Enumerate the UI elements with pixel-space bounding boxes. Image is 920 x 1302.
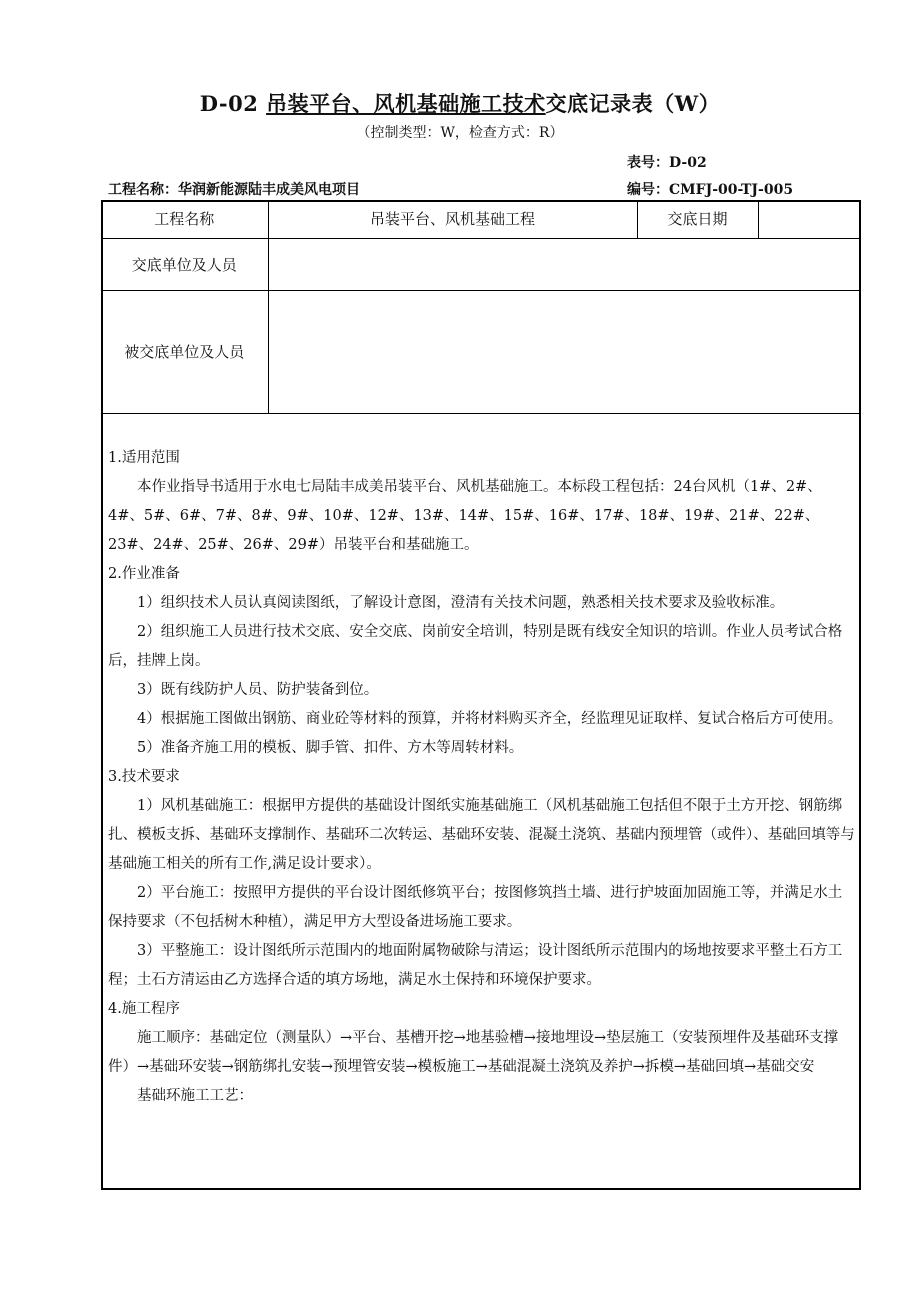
date-label: 交底日期	[637, 200, 758, 238]
date-value[interactable]	[758, 200, 861, 238]
section-3-title: 3.技术要求	[108, 769, 180, 785]
section-4-title: 4.施工程序	[108, 1001, 180, 1017]
project-name: 工程名称：华润新能源陆丰成美风电项目	[108, 182, 360, 198]
table-row	[101, 290, 861, 413]
content-body	[108, 444, 856, 1111]
section-3-item-3: 3）平整施工：设计图纸所示范围内的地面附属物破除与清运；设计图纸所示范围内的场地按要求平整土石方工程；土石方清运由乙方选择合适的填方场地，满足水土保持和环境保护要求。	[108, 943, 843, 988]
section-4-sequence: 施工顺序：基础定位（测量队）→平台、基槽开挖→地基验槽→接地埋设→垫层施工（安装预埋件及基础环支撑件）→基础环安装→钢筋绑扎安装→预埋管安装→模板施工→基础混凝土浇筑及养护→拆模→基础回填→基础交安	[108, 1030, 839, 1075]
section-4-process: 基础环施工工艺：	[137, 1088, 253, 1104]
table-row	[101, 238, 861, 290]
subtitle: （控制类型：W，检查方式：R）	[356, 125, 564, 141]
section-2-item-1: 1）组织技术人员认真阅读图纸，了解设计意图，澄清有关技术问题，熟悉相关技术要求及验收标准。	[137, 595, 785, 611]
project-name-label: 工程名称	[101, 200, 268, 238]
section-1-title: 1.适用范围	[108, 450, 180, 466]
issuer-value[interactable]	[268, 238, 861, 290]
section-2-item-2: 2）组织施工人员进行技术交底、安全交底、岗前安全培训，特别是既有线安全知识的培训。作业人员考试合格后，挂牌上岗。	[108, 624, 843, 669]
title-underlined: 吊装平台、风机基础施工技术	[266, 91, 546, 116]
receiver-label: 被交底单位及人员	[101, 290, 268, 413]
section-3-item-2: 2）平台施工：按照甲方提供的平台设计图纸修筑平台；按图修筑挡土墙、进行护坡面加固施工等，并满足水土保持要求（不包括树木种植），满足甲方大型设备进场施工要求。	[108, 885, 843, 930]
section-2-item-4: 4）根据施工图做出钢筋、商业砼等材料的预算，并将材料购买齐全，经监理见证取样、复试合格后方可使用。	[137, 711, 843, 727]
section-3-item-1: 1）风机基础施工：根据甲方提供的基础设计图纸实施基础施工（风机基础施工包括但不限于土方开挖、钢筋绑扎、模板支拆、基础环支撑制作、基础环二次转运、基础环安装、混凝土浇筑、基础内预埋管（或件）、基础回填等与基础施工相关的所有工作,满足设计要求）。	[108, 798, 855, 872]
section-2-item-5: 5）准备齐施工用的模板、脚手管、扣件、方木等周转材料。	[137, 740, 524, 756]
table-row	[101, 200, 861, 238]
section-2-item-3: 3）既有线防护人员、防护装备到位。	[137, 682, 379, 698]
title-prefix: D-02	[199, 91, 267, 116]
section-1-paragraph: 本作业指导书适用于水电七局陆丰成美吊装平台、风机基础施工。本标段工程包括：24台风机（1#、2#、4#、5#、6#、7#、8#、9#、10#、12#、13#、14#、15#、16#、17#、18#、19#、21#、22#、23#、24#、25#、26#、29#）吊装平台和基础施工。	[108, 479, 822, 553]
project-name-value: 吊装平台、风机基础工程	[268, 200, 637, 238]
receiver-value[interactable]	[268, 290, 861, 413]
form-number: 表号：D-02	[627, 155, 707, 171]
section-2-title: 2.作业准备	[108, 566, 180, 582]
page-title	[0, 88, 920, 118]
issuer-label: 交底单位及人员	[101, 238, 268, 290]
header-table	[101, 200, 861, 414]
title-suffix: 交底记录表（W）	[545, 91, 721, 116]
document-code: 编号：CMFJ-00-TJ-005	[627, 182, 794, 198]
